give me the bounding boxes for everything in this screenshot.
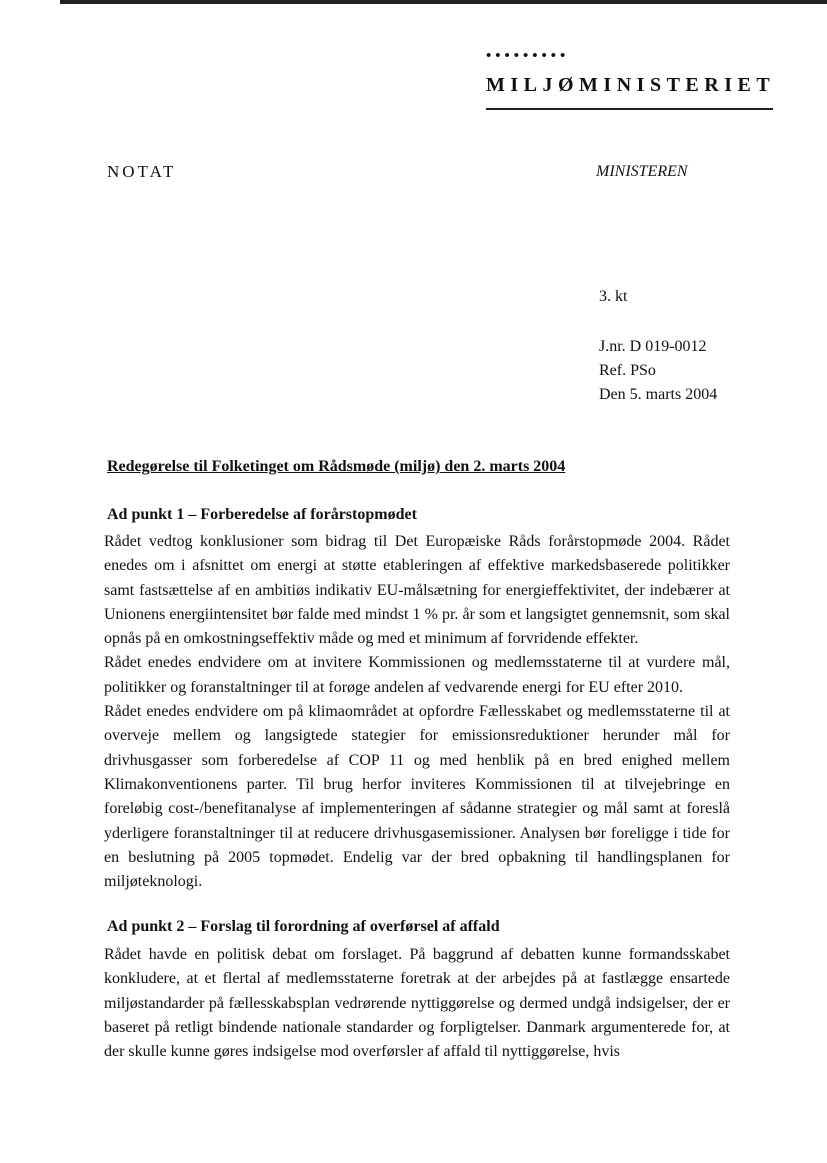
paragraph: Rådet vedtog konklusioner som bidrag til Det Europæiske Råds forårstopmøde 2004. Rådet enedes om i afsnittet om energi at støtte etableringen af effektive markedsbaserede politikker samt fastsættelse af en ambitiøs indikativ EU-målsætning for energieffektivitet, der indebærer at Unionens energiintensitet bør falde med mindst 1 % pr. år som et langsigtet gennemsnit, som skal opnås på en omkostningseffektiv måde og med et minimum af forvridende effekter. bbox=[104, 533, 730, 648]
letterhead-rule bbox=[486, 108, 773, 110]
section-heading-1: Ad punkt 1 – Forberedelse af forårstopmødet bbox=[107, 506, 417, 523]
paragraph: Rådet enedes endvidere om på klimaområdet at opfordre Fællesskabet og medlemsstaterne til at overveje mellem og langsigtede stategier for emissionsreduktioner herunder mål for drivhusgasser som forberedelse af COP 11 og med henblik på en bred enighed mellem Klimakonventionens parter. Til brug herfor inviteres Kommissionen til at tilvejebringe en foreløbig cost-/benefitanalyse af implementeringen af sådanne strategier og mål samt at foreslå yderligere foranstaltninger til at reducere drivhusgasemissioner. Analysen bør foreligge i tide for en beslutning på 2005 topmødet. Endelig var der bred opbakning til handlingsplanen for miljøteknologi. bbox=[104, 703, 730, 891]
top-edge-line bbox=[60, 0, 827, 4]
section-body-2 bbox=[104, 943, 730, 1064]
office-code: 3. kt bbox=[599, 288, 628, 305]
document-type: NOTAT bbox=[107, 162, 177, 181]
section-body-1 bbox=[104, 530, 730, 894]
paragraph: Rådet enedes endvidere om at invitere Kommissionen og medlemsstaterne til at vurdere mål, politikker og foranstaltninger til at forøge andelen af vedvarende energi for EU efter 2010. bbox=[104, 654, 730, 696]
paragraph: Rådet havde en politisk debat om forslaget. På baggrund af debatten kunne formandsskabet konkludere, at et flertal af medlemsstaterne foretrak at der arbejdes på at fastlægge ensartede miljøstandarder på fællesskabsplan vedrørende nyttiggørelse og dermed undgå indsigelser, der er baseret på retligt bindende nationale standarder og forpligtelser. Danmark argumenterede for, at der skulle kunne gøres indsigelse mod overførsler af affald til nyttiggørelse, hvis bbox=[104, 946, 730, 1061]
letterhead-dots: ••••••••• bbox=[486, 48, 570, 64]
reference: Ref. PSo bbox=[599, 362, 656, 379]
section-heading-2: Ad punkt 2 – Forslag til forordning af overførsel af affald bbox=[107, 918, 500, 935]
document-date: Den 5. marts 2004 bbox=[599, 386, 718, 403]
journal-number: J.nr. D 019-0012 bbox=[599, 338, 707, 355]
ministry-logo: MILJØMINISTERIET bbox=[486, 74, 776, 96]
document-title: Redegørelse til Folketinget om Rådsmøde (miljø) den 2. marts 2004 bbox=[107, 458, 566, 475]
sender: MINISTEREN bbox=[596, 163, 688, 180]
